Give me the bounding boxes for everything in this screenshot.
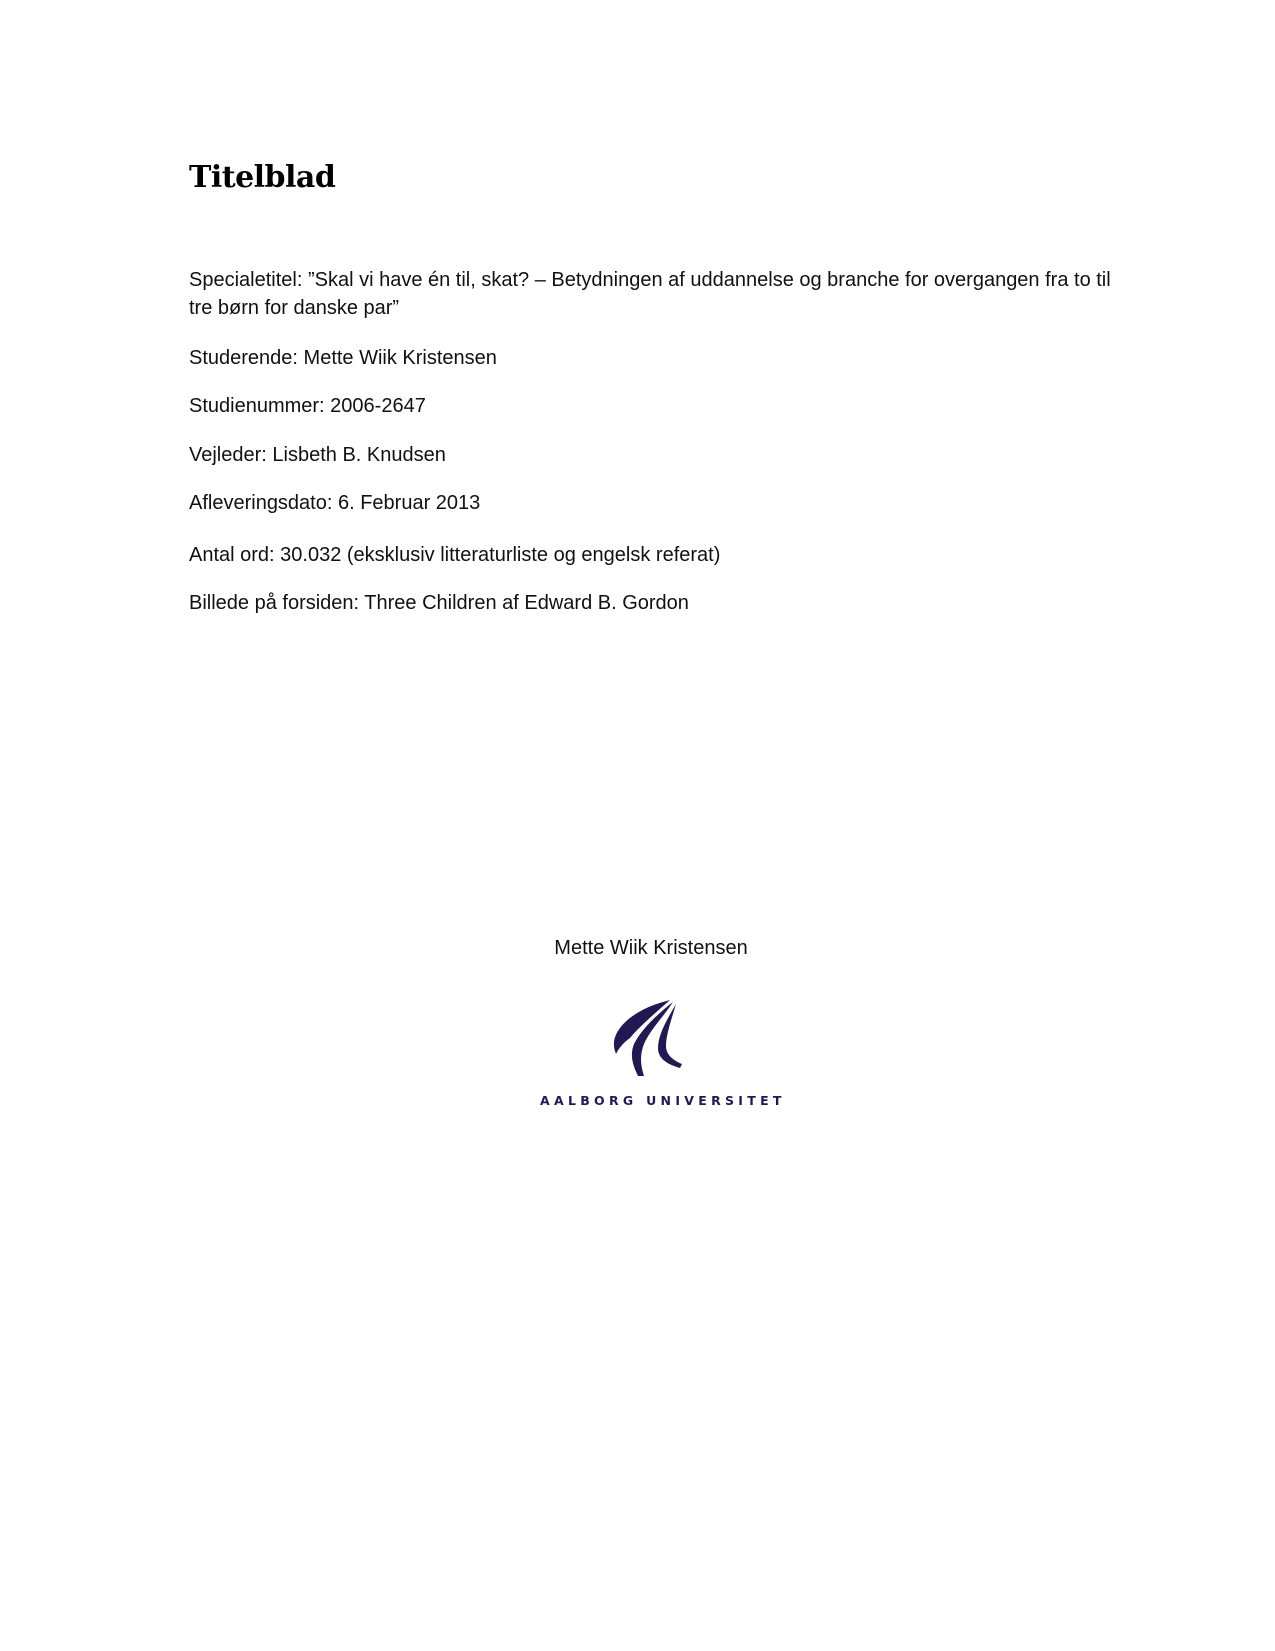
- university-name: AALBORG UNIVERSITET: [540, 1093, 786, 1108]
- aalborg-university-wave-icon: [610, 998, 685, 1078]
- submission-date-field: Afleveringsdato: 6. Februar 2013: [189, 492, 481, 514]
- cover-image-credit-field: Billede på forsiden: Three Children af Edward B. Gordon: [189, 592, 689, 614]
- thesis-title-field: Specialetitel: ”Skal vi have én til, skat? – Betydningen af uddannelse og branche for overgangen fra to til tre børn for danske par”: [189, 269, 1111, 319]
- author-name: Mette Wiik Kristensen: [554, 937, 748, 959]
- word-count-field: Antal ord: 30.032 (eksklusiv litteraturliste og engelsk referat): [189, 544, 721, 566]
- university-logo: [540, 995, 786, 1120]
- student-field: Studerende: Mette Wiik Kristensen: [189, 347, 497, 369]
- student-number-field: Studienummer: 2006-2647: [189, 395, 426, 417]
- page-title: Titelblad: [189, 160, 336, 195]
- supervisor-field: Vejleder: Lisbeth B. Knudsen: [189, 444, 446, 466]
